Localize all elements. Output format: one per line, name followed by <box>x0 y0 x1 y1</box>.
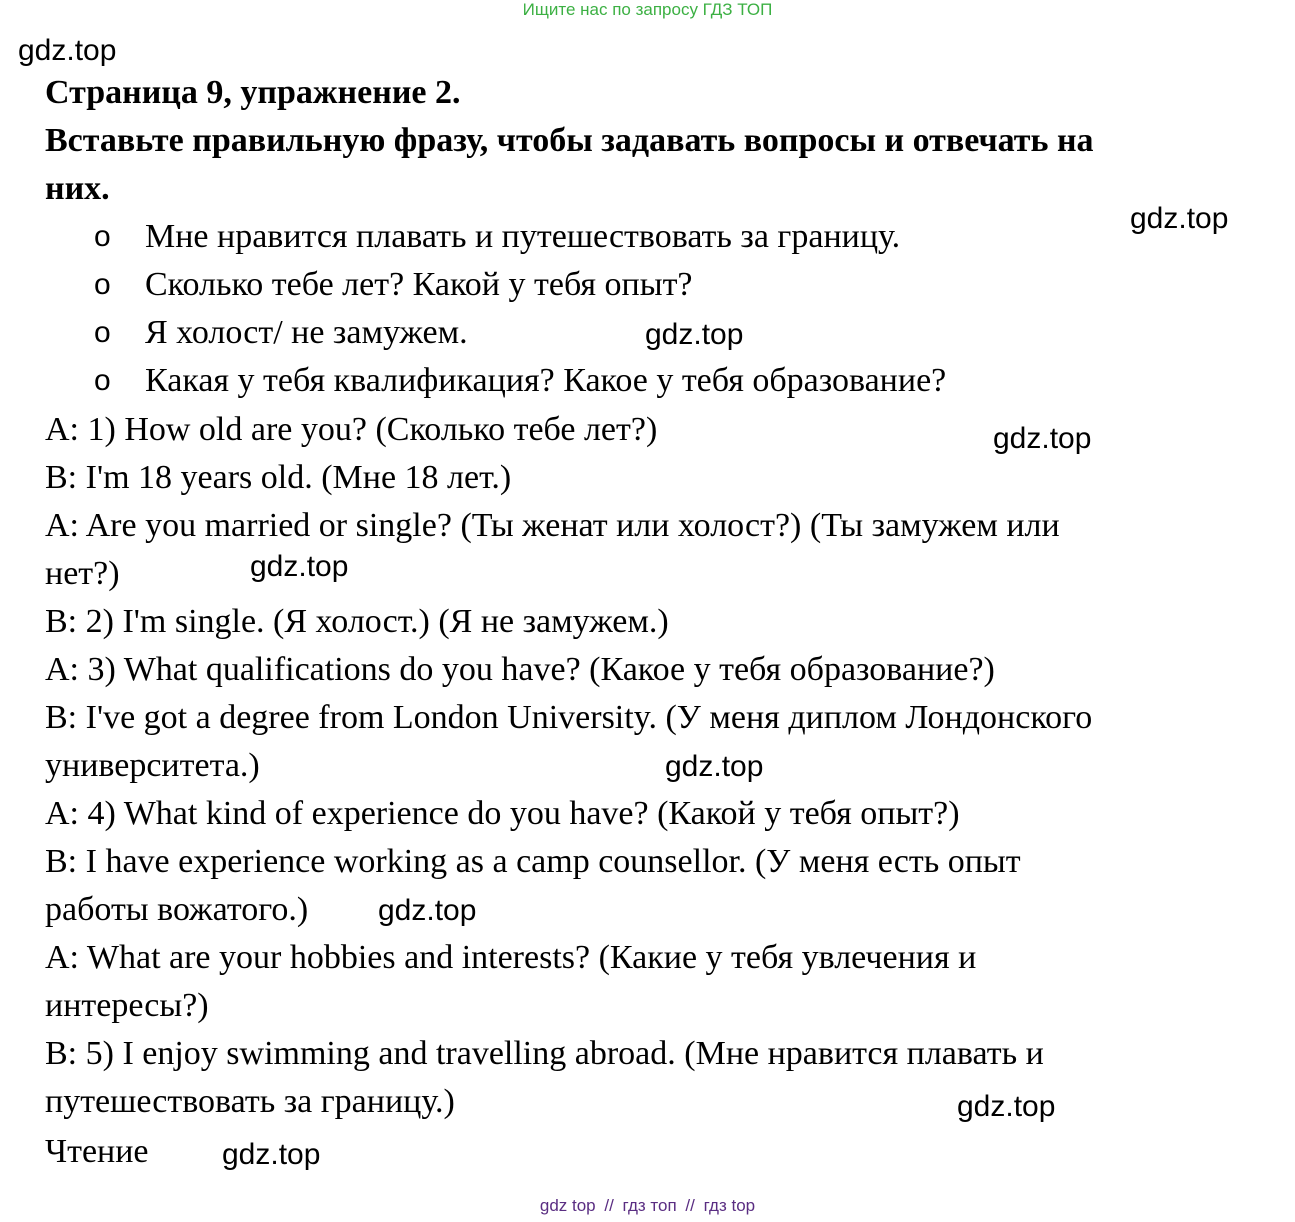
dialogue-line: путешествовать за границу.) <box>45 1083 455 1120</box>
option-item: Какая у тебя квалификация? Какое у тебя образование? <box>145 362 947 399</box>
dialogue-line: университета.) <box>45 747 260 784</box>
footer-separator: // <box>685 1196 695 1215</box>
bullet-marker: o <box>94 316 111 349</box>
watermark: gdz.top <box>1130 202 1229 235</box>
watermark: gdz.top <box>665 750 764 783</box>
option-item: Мне нравится плавать и путешествовать за границу. <box>145 218 901 255</box>
dialogue-line: B: I have experience working as a camp counsellor. (У меня есть опыт <box>45 843 1021 880</box>
dialogue-line: A: What are your hobbies and interests? (Какие у тебя увлечения и <box>45 939 977 976</box>
dialogue-line: работы вожатого.) <box>45 891 309 928</box>
dialogue-line: A: 4) What kind of experience do you have? (Какой у тебя опыт?) <box>45 795 960 832</box>
option-item: Я холост/ не замужем. <box>145 314 468 351</box>
dialogue-line: B: I'm 18 years old. (Мне 18 лет.) <box>45 459 512 496</box>
bullet-marker: o <box>94 364 111 397</box>
watermark: gdz.top <box>993 422 1092 455</box>
dialogue-line: B: I've got a degree from London University. (У меня диплом Лондонского <box>45 699 1093 736</box>
dialogue-line: нет?) <box>45 555 120 592</box>
watermark: gdz.top <box>250 550 349 583</box>
top-banner: Ищите нас по запросу ГДЗ ТОП <box>522 0 773 19</box>
dialogue-line: A: 1) How old are you? (Сколько тебе лет?) <box>45 411 658 448</box>
dialogue-line: интересы?) <box>45 987 209 1024</box>
task-instruction: Вставьте правильную фразу, чтобы задавать вопросы и отвечать на <box>45 122 1094 159</box>
dialogue-line: A: Are you married or single? (Ты женат или холост?) (Ты замужем или <box>45 507 1060 544</box>
dialogue-line: B: 2) I'm single. (Я холост.) (Я не замужем.) <box>45 603 669 640</box>
footer-link[interactable]: gdz top <box>539 1196 596 1215</box>
task-instruction-cont: них. <box>45 170 110 207</box>
footer-link[interactable]: гдз топ <box>622 1196 677 1215</box>
page-title: Страница 9, упражнение 2. <box>45 74 461 111</box>
bullet-marker: o <box>94 268 111 301</box>
option-item: Сколько тебе лет? Какой у тебя опыт? <box>145 266 693 303</box>
watermark: gdz.top <box>645 318 744 351</box>
watermark: gdz.top <box>957 1090 1056 1123</box>
dialogue-line: A: 3) What qualifications do you have? (Какое у тебя образование?) <box>45 651 995 688</box>
bullet-marker: o <box>94 220 111 253</box>
watermark: gdz.top <box>222 1138 321 1171</box>
watermark: gdz.top <box>18 34 117 67</box>
dialogue-line: B: 5) I enjoy swimming and travelling abroad. (Мне нравится плавать и <box>45 1035 1044 1072</box>
footer <box>0 1196 1295 1216</box>
watermark: gdz.top <box>378 894 477 927</box>
section-label: Чтение <box>45 1133 149 1170</box>
footer-link[interactable]: гдз top <box>703 1196 756 1215</box>
footer-separator: // <box>604 1196 614 1215</box>
